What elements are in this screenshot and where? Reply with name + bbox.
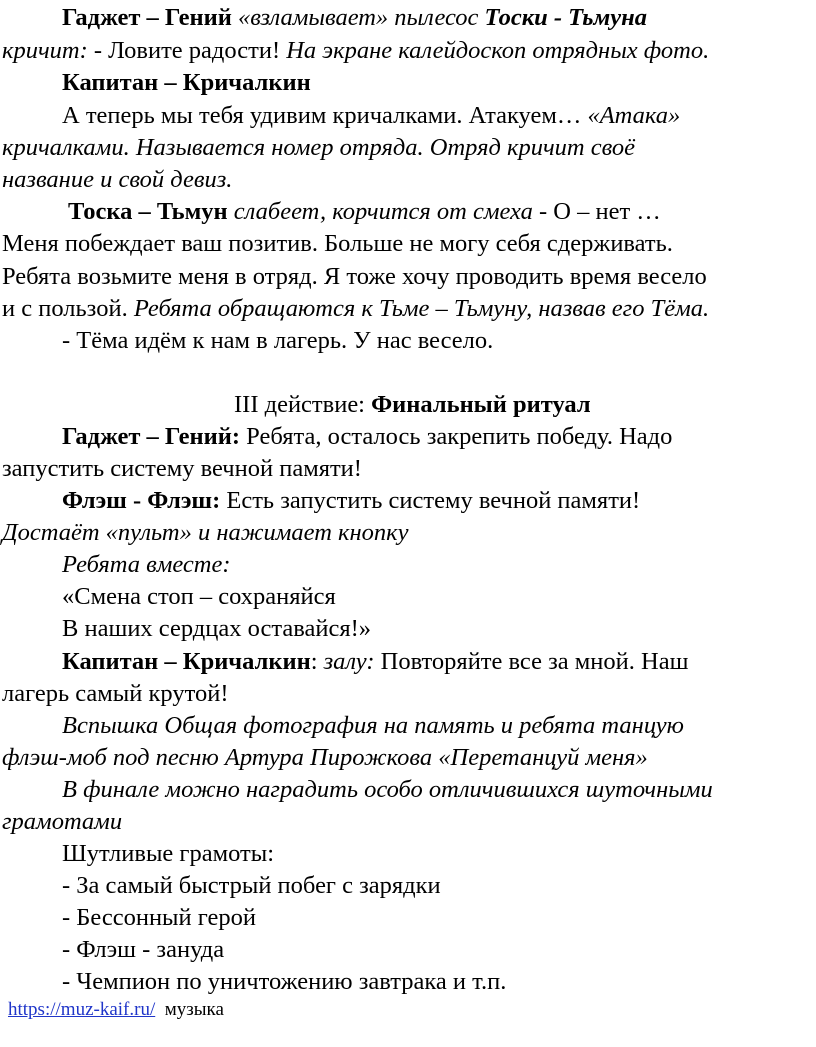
dialogue-text: А теперь мы тебя удивим кричалками. Атакуем…: [62, 102, 588, 129]
text-line: [2, 35, 709, 67]
stage-direction: На экране калейдоскоп отрядных фото.: [286, 37, 710, 64]
stage-direction-line: грамотами: [2, 808, 123, 835]
stage-direction: залу:: [323, 648, 375, 675]
text-line: [2, 293, 709, 325]
speaker-name: Тоска – Тьмун: [68, 198, 228, 225]
speaker-name: Капитан – Кричалкин: [62, 69, 311, 96]
list-item: - Чемпион по уничтожению завтрака и т.п.: [62, 968, 507, 995]
section-title: Финальный ритуал: [371, 391, 591, 418]
stage-direction-line: Вспышка Общая фотография на память и ребята танцую: [62, 712, 684, 739]
stage-direction-line: кричалками. Называется номер отряда. Отряд кричит своё: [2, 134, 636, 161]
stage-direction-line: флэш-моб под песню Артура Пирожкова «Перетанцуй меня»: [2, 744, 648, 771]
stage-direction: «Атака»: [587, 102, 681, 129]
section-label: III действие:: [234, 391, 372, 418]
dialogue-line: запустить систему вечной памяти!: [2, 455, 362, 482]
dialogue-text: Есть запустить систему вечной памяти!: [220, 487, 641, 514]
list-item: - Бессонный герой: [62, 904, 256, 931]
text-line: [62, 67, 311, 99]
dialogue-line: Меня побеждает ваш позитив. Больше не могу себя сдерживать.: [2, 230, 673, 257]
stage-direction: Ребята обращаются к Тьме – Тьмуну, назвав его Тёма.: [133, 295, 710, 322]
stage-direction-line: Ребята вместе:: [62, 551, 231, 578]
source-link[interactable]: https://muz-kaif.ru/: [8, 999, 156, 1020]
stage-direction: слабеет, корчится от смеха: [227, 198, 533, 225]
speaker-name: Гаджет – Гений: [62, 4, 232, 31]
dialogue-text: - О – нет …: [532, 198, 661, 225]
dialogue-text: Повторяйте все за мной. Наш: [374, 648, 689, 675]
text-line: [62, 646, 688, 678]
list-item: - Флэш - зануда: [62, 936, 225, 963]
speaker-name: Капитан – Кричалкин: [62, 648, 311, 675]
source-label: музыка: [164, 999, 224, 1020]
section-heading: [234, 389, 591, 421]
stage-direction-line: В финале можно наградить особо отличившихся шуточными: [62, 776, 713, 803]
dialogue-line: - Тёма идём к нам в лагерь. У нас весело.: [62, 327, 494, 354]
speaker-name: Гаджет – Гений:: [62, 423, 241, 450]
text-line: [62, 485, 640, 517]
speaker-name: Флэш - Флэш:: [62, 487, 221, 514]
character-name: Тоски - Тьмуна: [484, 4, 647, 31]
text-line: [68, 196, 661, 228]
stage-direction: «взламывает» пылесос: [231, 4, 485, 31]
dialogue-text: Ребята, осталось закрепить победу. Надо: [240, 423, 673, 450]
dialogue-line: Ребята возьмите меня в отряд. Я тоже хочу проводить время весело: [2, 263, 707, 290]
stage-direction-line: Достаёт «пульт» и нажимает кнопку: [2, 519, 409, 546]
stage-direction-line: название и свой девиз.: [2, 166, 233, 193]
dialogue-text: и с пользой.: [2, 295, 134, 322]
list-heading: Шутливые грамоты:: [62, 840, 275, 867]
stage-direction: кричит:: [2, 37, 88, 64]
chant-line: В наших сердцах оставайся!»: [62, 615, 372, 642]
chant-line: «Смена стоп – сохраняйся: [62, 583, 336, 610]
list-item: - За самый быстрый побег с зарядки: [62, 872, 441, 899]
dialogue-line: лагерь самый крутой!: [2, 680, 229, 707]
source-line: [8, 997, 224, 1023]
text-line: [62, 2, 647, 34]
dialogue-text: - Ловите радости!: [87, 37, 287, 64]
text-line: [62, 100, 680, 132]
text-line: [62, 421, 672, 453]
punctuation: :: [310, 648, 324, 675]
